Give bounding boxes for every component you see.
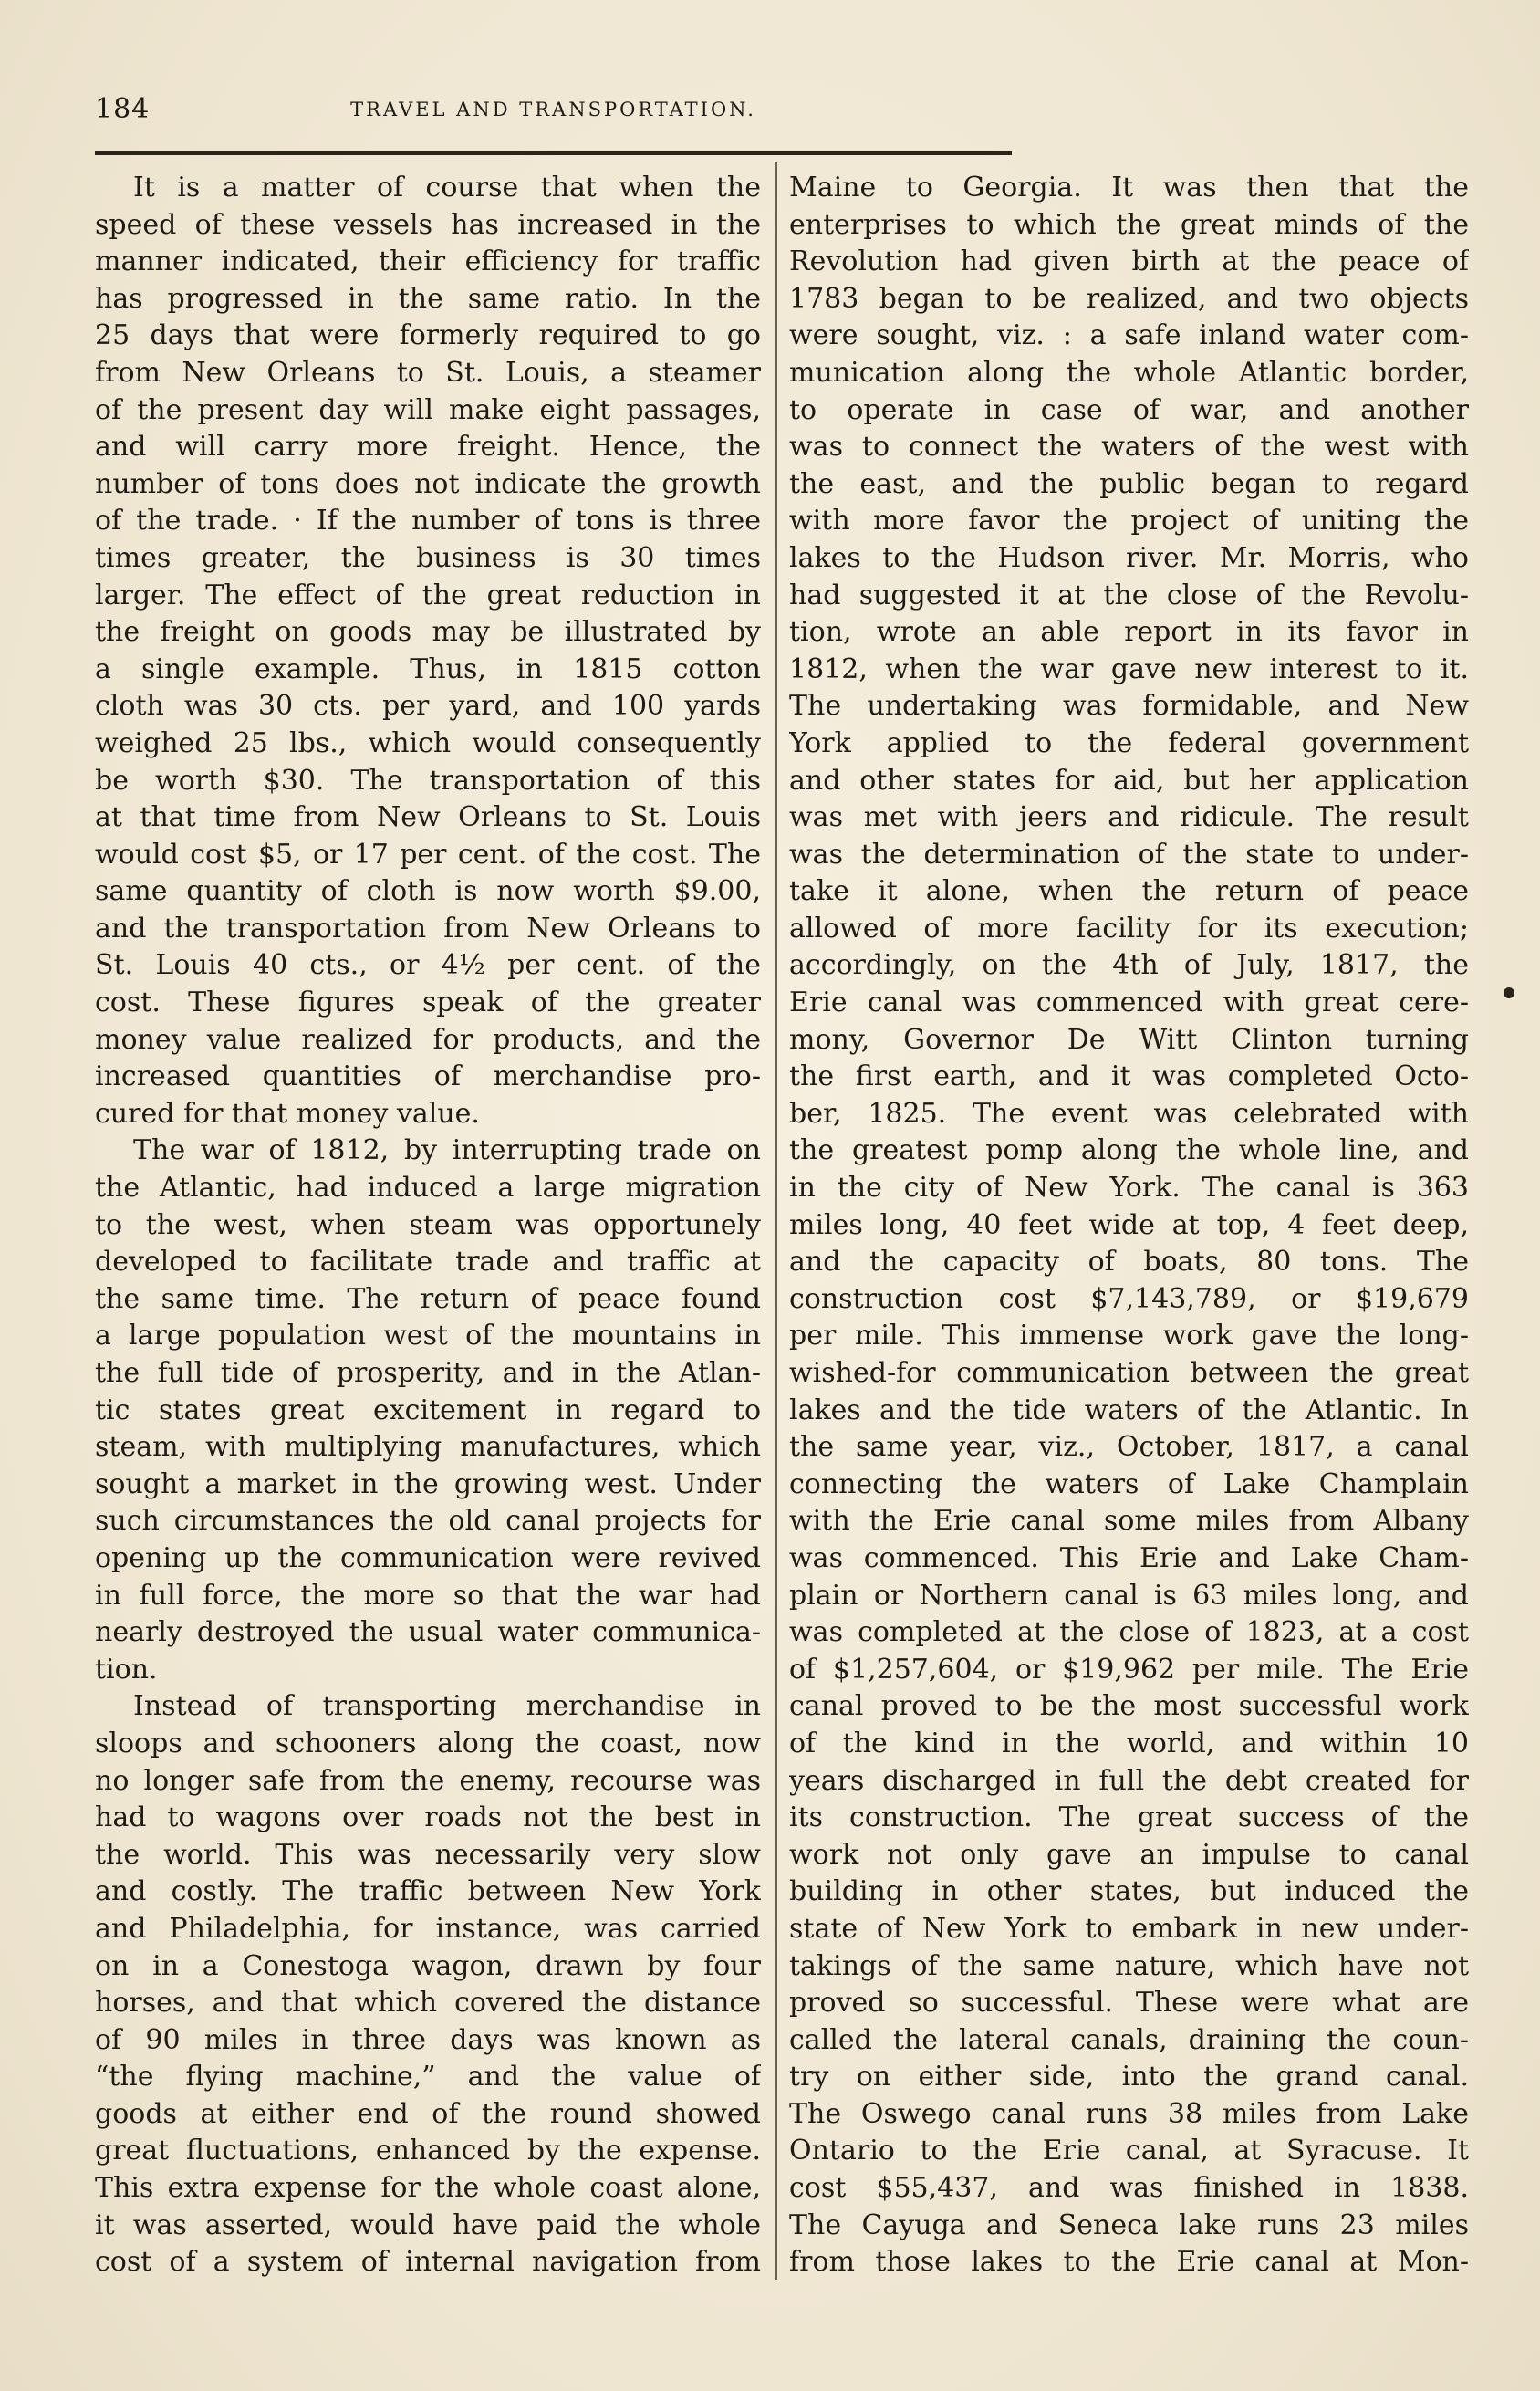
text-line: cost $55,437, and was finished in 1838. — [789, 2172, 1469, 2205]
text-line: wished-for communication between the great — [789, 1357, 1469, 1389]
running-title: TRAVEL AND TRANSPORTATION. — [350, 99, 756, 120]
text-line: its construction. The great success of the — [789, 1801, 1469, 1834]
text-line: in the city of New York. The canal is 363 — [789, 1172, 1469, 1205]
text-line: great fluctuations, enhanced by the expense. — [95, 2135, 761, 2167]
text-line: nearly destroyed the usual water communica- — [95, 1616, 761, 1649]
text-line: canal proved to be the most successful work — [789, 1690, 1469, 1723]
text-line: munication along the whole Atlantic border, — [789, 356, 1469, 389]
text-line: St. Louis 40 cts., or 4½ per cent. of the — [95, 949, 761, 982]
text-line: money value realized for products, and the — [95, 1023, 761, 1056]
text-line: in full force, the more so that the war had — [95, 1579, 761, 1612]
text-line: cost of a system of internal navigation from — [95, 2246, 761, 2279]
text-line: has progressed in the same ratio. In the — [95, 282, 761, 315]
right-text-column — [789, 170, 1469, 2281]
text-line: horses, and that which covered the distance — [95, 1987, 761, 2020]
text-line: the full tide of prosperity, and in the Atlan- — [95, 1357, 761, 1389]
text-line: and other states for aid, but her application — [789, 764, 1469, 797]
text-line: had to wagons over roads not the best in — [95, 1801, 761, 1834]
text-line: tic states great excitement in regard to — [95, 1394, 761, 1426]
text-line: of the present day will make eight passages, — [95, 393, 761, 426]
text-line: ber, 1825. The event was celebrated with — [789, 1097, 1469, 1130]
text-line: allowed of more facility for its execution; — [789, 912, 1469, 945]
text-line: of the trade. · If the number of tons is three — [95, 505, 761, 538]
left-text-column — [95, 170, 761, 2281]
text-line: and will carry more freight. Hence, the — [95, 431, 761, 464]
header-rule — [95, 151, 1012, 155]
text-line: manner indicated, their efficiency for traffic — [95, 245, 761, 278]
text-line: and costly. The traffic between New York — [95, 1875, 761, 1908]
text-line: sought a market in the growing west. Under — [95, 1467, 761, 1500]
text-line: a large population west of the mountains in — [95, 1320, 761, 1352]
text-line: and Philadelphia, for instance, was carried — [95, 1912, 761, 1945]
text-line: and the capacity of boats, 80 tons. The — [789, 1246, 1469, 1279]
text-line: had suggested it at the close of the Revolu- — [789, 579, 1469, 611]
text-line: from New Orleans to St. Louis, a steamer — [95, 356, 761, 389]
text-line: tion, wrote an able report in its favor in — [789, 616, 1469, 649]
text-line: a single example. Thus, in 1815 cotton — [95, 653, 761, 685]
text-line: state of New York to embark in new under- — [789, 1912, 1469, 1945]
text-line: larger. The effect of the great reduction in — [95, 579, 761, 611]
text-line: 1812, when the war gave new interest to it. — [789, 653, 1469, 685]
text-line: It is a matter of course that when the — [133, 172, 761, 204]
text-line: plain or Northern canal is 63 miles long, and — [789, 1579, 1469, 1612]
text-line: with the Erie canal some miles from Albany — [789, 1505, 1469, 1538]
page-header — [95, 93, 1012, 130]
text-line: the east, and the public began to regard — [789, 467, 1469, 500]
text-line: 25 days that were formerly required to go — [95, 319, 761, 352]
text-line: 1783 began to be realized, and two objects — [789, 282, 1469, 315]
text-line: mony, Governor De Witt Clinton turning — [789, 1023, 1469, 1056]
text-line: the Atlantic, had induced a large migration — [95, 1172, 761, 1205]
text-line: This extra expense for the whole coast alone, — [95, 2172, 761, 2205]
text-line: per mile. This immense work gave the long- — [789, 1320, 1469, 1352]
text-line: proved so successful. These were what are — [789, 1987, 1469, 2020]
text-line: sloops and schooners along the coast, now — [95, 1727, 761, 1759]
text-line: takings of the same nature, which have not — [789, 1949, 1469, 1982]
text-line: the freight on goods may be illustrated by — [95, 616, 761, 649]
text-line: from those lakes to the Erie canal at Mon- — [789, 2246, 1469, 2279]
text-line: such circumstances the old canal projects for — [95, 1505, 761, 1538]
text-line: work not only gave an impulse to canal — [789, 1838, 1469, 1871]
text-line: construction cost $7,143,789, or $19,679 — [789, 1282, 1469, 1315]
text-line: it was asserted, would have paid the whole — [95, 2208, 761, 2241]
text-line: at that time from New Orleans to St. Louis — [95, 801, 761, 834]
text-line: times greater, the business is 30 times — [95, 541, 761, 574]
text-line: of the kind in the world, and within 10 — [789, 1727, 1469, 1759]
text-line: increased quantities of merchandise pro- — [95, 1060, 761, 1093]
text-line: cloth was 30 cts. per yard, and 100 yards — [95, 690, 761, 723]
text-line: would cost $5, or 17 per cent. of the cost. The — [95, 838, 761, 871]
text-line: The undertaking was formidable, and New — [789, 690, 1469, 723]
text-line: with more favor the project of uniting the — [789, 505, 1469, 538]
text-line: called the lateral canals, draining the coun- — [789, 2023, 1469, 2056]
text-line: tion. — [95, 1653, 158, 1686]
text-line: of 90 miles in three days was known as — [95, 2023, 761, 2056]
text-line: miles long, 40 feet wide at top, 4 feet deep, — [789, 1208, 1469, 1241]
text-line: Instead of transporting merchandise in — [133, 1690, 761, 1723]
text-line: try on either side, into the grand canal. — [789, 2061, 1469, 2093]
text-line: York applied to the federal government — [789, 726, 1469, 759]
page-number: 184 — [95, 93, 151, 125]
text-line: steam, with multiplying manufactures, which — [95, 1431, 761, 1464]
text-line: connecting the waters of Lake Champlain — [789, 1467, 1469, 1500]
text-line: enterprises to which the great minds of the — [789, 208, 1469, 241]
text-line: was completed at the close of 1823, at a cost — [789, 1616, 1469, 1649]
text-line: developed to facilitate trade and traffic at — [95, 1246, 761, 1279]
text-line: lakes and the tide waters of the Atlantic. In — [789, 1394, 1469, 1426]
text-line: goods at either end of the round showed — [95, 2097, 761, 2130]
text-line: years discharged in full the debt created for — [789, 1764, 1469, 1797]
text-line: “the flying machine,” and the value of — [95, 2061, 761, 2093]
text-line: to operate in case of war, and another — [789, 393, 1469, 426]
text-line: opening up the communication were revived — [95, 1541, 761, 1574]
text-line: no longer safe from the enemy, recourse was — [95, 1764, 761, 1797]
text-line: the greatest pomp along the whole line, and — [789, 1134, 1469, 1167]
text-line: The war of 1812, by interrupting trade on — [133, 1134, 761, 1167]
text-line: Ontario to the Erie canal, at Syracuse. It — [789, 2135, 1469, 2167]
text-line: on in a Conestoga wagon, drawn by four — [95, 1949, 761, 1982]
text-line: of $1,257,604, or $19,962 per mile. The Erie — [789, 1653, 1469, 1686]
text-line: The Oswego canal runs 38 miles from Lake — [789, 2097, 1469, 2130]
text-line: Erie canal was commenced with great cere- — [789, 987, 1469, 1019]
text-line: the world. This was necessarily very slow — [95, 1838, 761, 1871]
text-line: lakes to the Hudson river. Mr. Morris, who — [789, 541, 1469, 574]
text-line: number of tons does not indicate the growth — [95, 467, 761, 500]
text-line: take it alone, when the return of peace — [789, 875, 1469, 908]
text-line: same quantity of cloth is now worth $9.00, — [95, 875, 761, 908]
margin-dot-mark — [1504, 987, 1514, 998]
text-line: was met with jeers and ridicule. The result — [789, 801, 1469, 834]
text-line: to the west, when steam was opportunely — [95, 1208, 761, 1241]
text-line: weighed 25 lbs., which would consequently — [95, 726, 761, 759]
text-line: the first earth, and it was completed Octo- — [789, 1060, 1469, 1093]
text-line: Maine to Georgia. It was then that the — [789, 172, 1469, 204]
text-line: was commenced. This Erie and Lake Cham- — [789, 1541, 1469, 1574]
text-line: the same year, viz., October, 1817, a canal — [789, 1431, 1469, 1464]
text-line: and the transportation from New Orleans to — [95, 912, 761, 945]
text-line: cost. These figures speak of the greater — [95, 987, 761, 1019]
text-line: Revolution had given birth at the peace of — [789, 245, 1469, 278]
text-line: building in other states, but induced the — [789, 1875, 1469, 1908]
text-line: was to connect the waters of the west with — [789, 431, 1469, 464]
text-line: cured for that money value. — [95, 1097, 480, 1130]
text-line: were sought, viz. : a safe inland water com- — [789, 319, 1469, 352]
text-line: was the determination of the state to under- — [789, 838, 1469, 871]
text-line: be worth $30. The transportation of this — [95, 764, 761, 797]
text-line: the same time. The return of peace found — [95, 1282, 761, 1315]
column-divider — [775, 162, 777, 2280]
text-line: The Cayuga and Seneca lake runs 23 miles — [789, 2208, 1469, 2241]
text-line: speed of these vessels has increased in the — [95, 208, 761, 241]
text-line: accordingly, on the 4th of July, 1817, the — [789, 949, 1469, 982]
